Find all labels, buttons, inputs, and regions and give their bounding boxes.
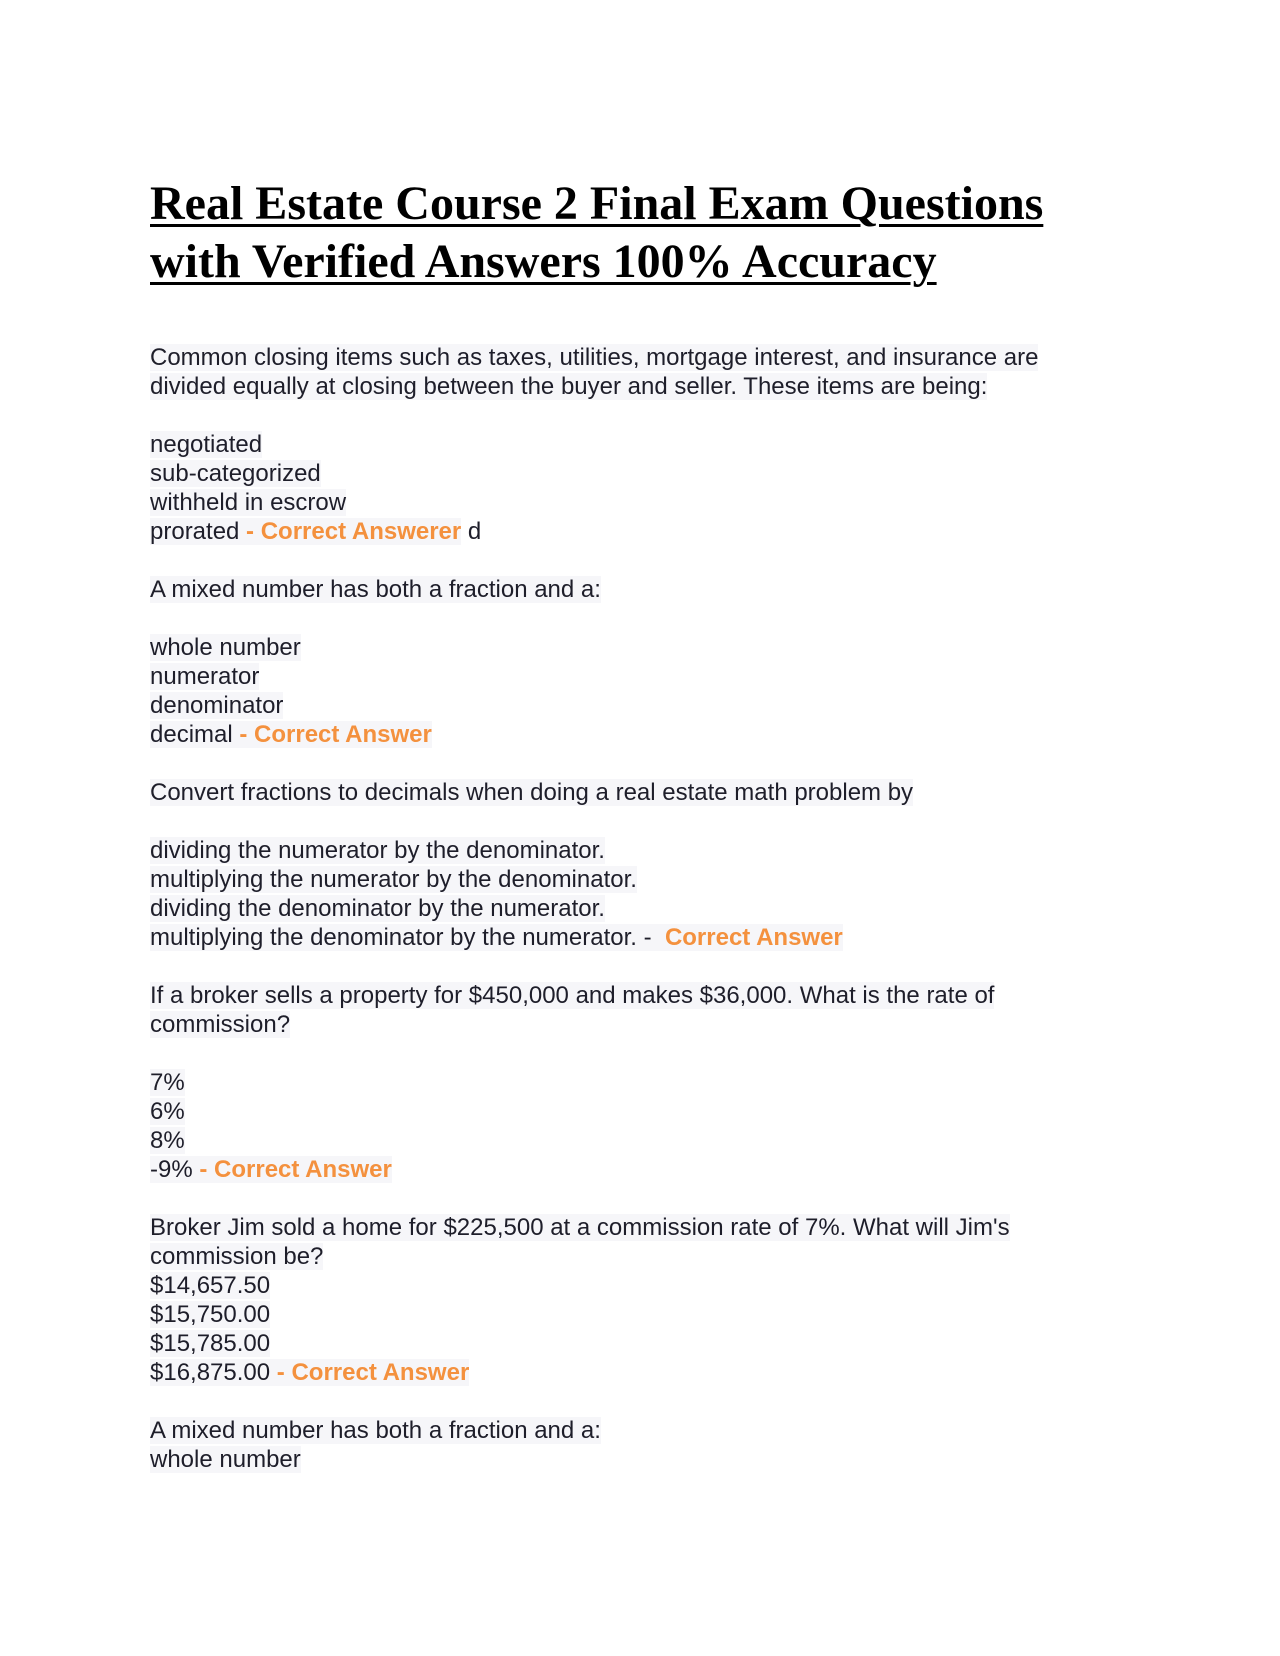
- answer-option: dividing the denominator by the numerator.: [150, 895, 605, 922]
- question-text: A mixed number has both a fraction and a:: [150, 576, 601, 603]
- question-block: [150, 1213, 1110, 1387]
- title-line-1: Real Estate Course 2 Final Exam Questions: [150, 177, 1044, 230]
- answer-suffix: d: [461, 518, 482, 545]
- question-text: Convert fractions to decimals when doing a real estate math problem by: [150, 779, 914, 806]
- answer-option: denominator: [150, 692, 284, 719]
- correct-answer-marker: - Correct Answer: [270, 1359, 470, 1386]
- document-title: [150, 175, 1110, 291]
- question-text: Broker Jim sold a home for $225,500 at a commission rate of 7%. What will Jim's commission be?: [150, 1214, 1010, 1270]
- answer-option-last: $16,875.00 - Correct Answer: [150, 1359, 470, 1386]
- correct-answer-marker: - Correct Answer: [192, 1156, 392, 1183]
- answer-option-last: multiplying the denominator by the numerator. - Correct Answer: [150, 924, 843, 951]
- answer-option: sub-categorized: [150, 460, 321, 487]
- correct-answer-marker: - Correct Answerer: [239, 518, 462, 545]
- question-text: Common closing items such as taxes, utilities, mortgage interest, and insurance are divided equally at closing between the buyer and seller. These items are being:: [150, 344, 1039, 400]
- answer-option: $14,657.50: [150, 1272, 271, 1299]
- answer-option: dividing the numerator by the denominator.: [150, 837, 605, 864]
- answer-option: whole number: [150, 1446, 301, 1473]
- answer-option: negotiated: [150, 431, 263, 458]
- answer-option: whole number: [150, 634, 301, 661]
- answer-option: withheld in escrow: [150, 489, 347, 516]
- answer-option: $15,785.00: [150, 1330, 271, 1357]
- answer-option: numerator: [150, 663, 260, 690]
- question-block: [150, 778, 1110, 952]
- question-text: If a broker sells a property for $450,000 and makes $36,000. What is the rate of commission?: [150, 982, 995, 1038]
- correct-answer-marker: Correct Answer: [664, 924, 843, 951]
- answer-option: 6%: [150, 1098, 185, 1125]
- answer-option-last: -9% - Correct Answer: [150, 1156, 392, 1183]
- answer-option-last: decimal - Correct Answer: [150, 721, 432, 748]
- answer-option: multiplying the numerator by the denominator.: [150, 866, 637, 893]
- answer-option-last: prorated - Correct Answerer d: [150, 518, 482, 545]
- question-block: [150, 343, 1110, 546]
- answer-option: $15,750.00: [150, 1301, 271, 1328]
- title-line-2: with Verified Answers 100% Accuracy: [150, 235, 937, 288]
- answer-option: 7%: [150, 1069, 185, 1096]
- questions-list: [150, 343, 1110, 1474]
- correct-answer-marker: - Correct Answer: [232, 721, 432, 748]
- question-block: [150, 981, 1110, 1184]
- question-block: [150, 575, 1110, 749]
- question-text: A mixed number has both a fraction and a:: [150, 1417, 601, 1444]
- answer-option: 8%: [150, 1127, 185, 1154]
- document-page: [150, 175, 1110, 1474]
- question-block: [150, 1416, 1110, 1474]
